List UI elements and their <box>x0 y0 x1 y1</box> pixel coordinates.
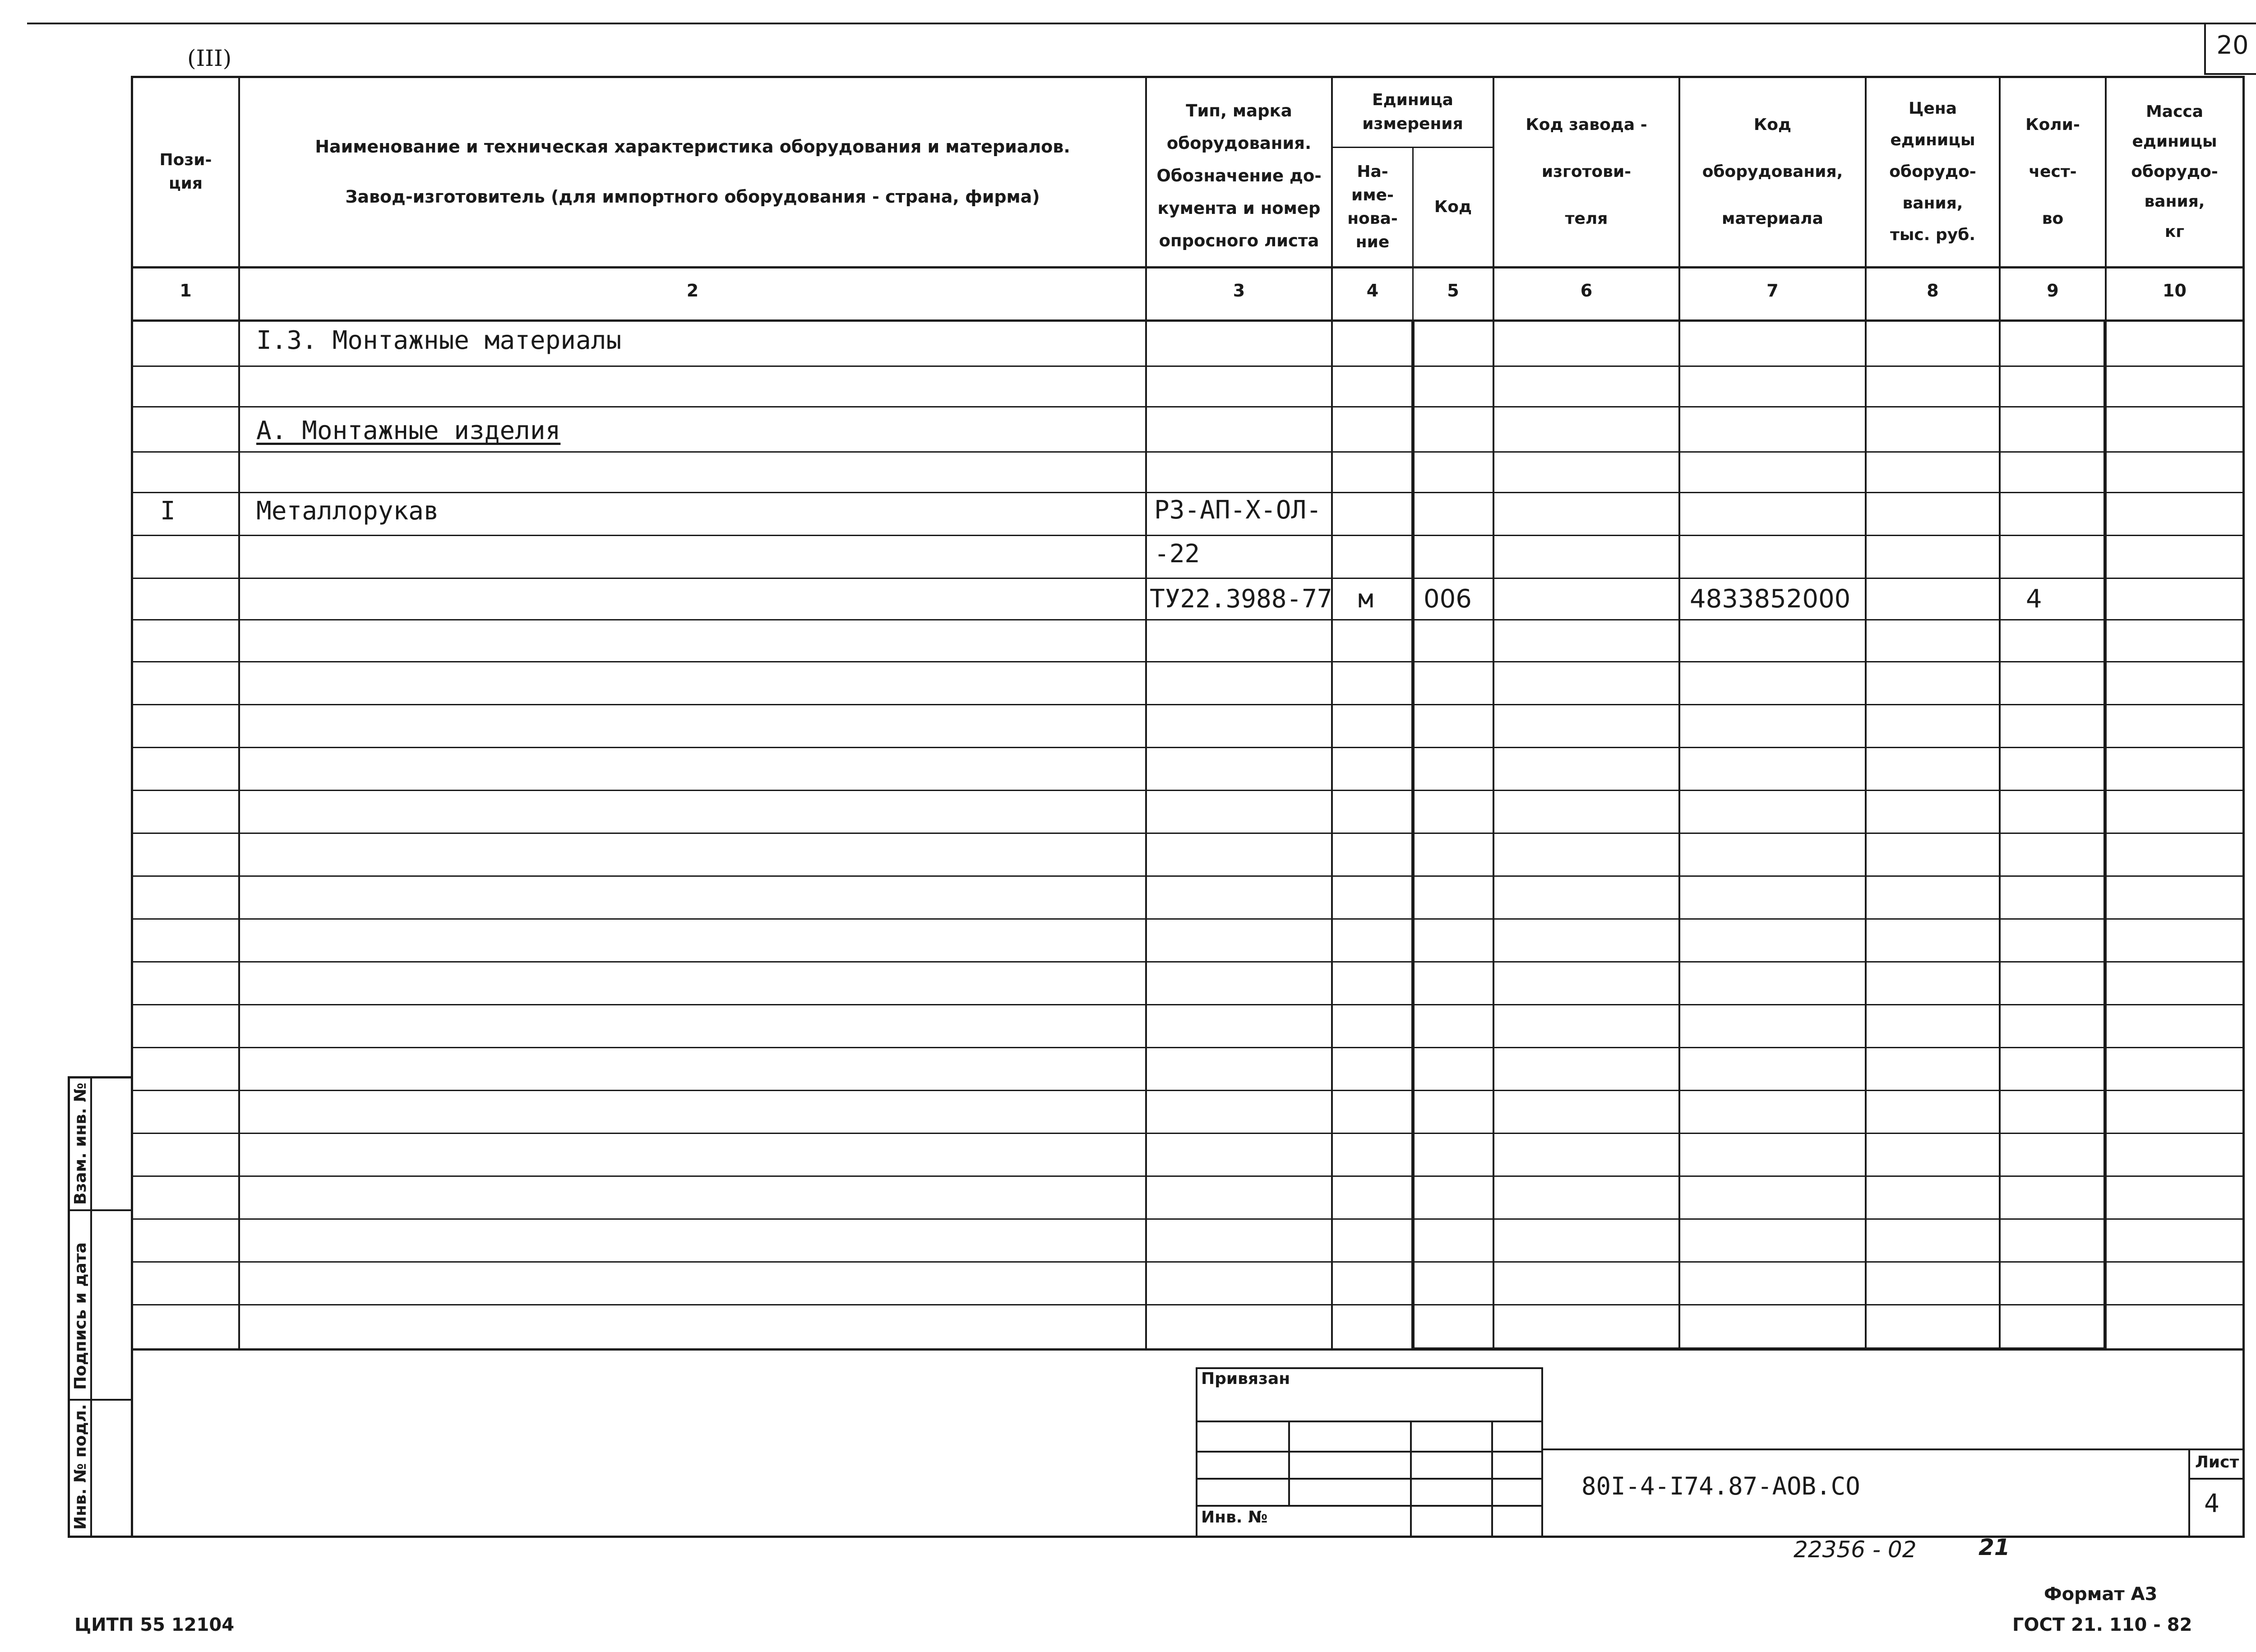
col-line-2 <box>1145 76 1147 1351</box>
stamp-list-value: 4 <box>2204 1489 2219 1518</box>
colnum-7: 7 <box>1766 281 1779 301</box>
body-row-line <box>131 451 2245 453</box>
handwritten-sheet: 21 <box>1979 1534 2010 1560</box>
body-row-line <box>131 619 2245 620</box>
stamp-doc-top <box>1543 1448 2245 1450</box>
colnum-5: 5 <box>1447 281 1459 301</box>
body-row-line <box>131 492 2245 493</box>
header-price: Цена единицы оборудо- вания, тыс. руб. <box>1889 99 1976 245</box>
body-row-line <box>131 1175 2245 1177</box>
body-row-line <box>131 790 2245 791</box>
stamp-inv-no-label: Инв. № <box>1201 1508 1268 1527</box>
footer-tsitp: ЦИТП 55 12104 <box>74 1615 235 1635</box>
side-strip-inner-line <box>90 1076 92 1538</box>
body-row-line <box>131 875 2245 877</box>
body-row-line <box>131 747 2245 748</box>
footer-format: Формат А3 <box>2044 1584 2158 1605</box>
body-row-line <box>131 366 2245 367</box>
col-line-1 <box>238 76 240 1351</box>
body-row-line <box>131 833 2245 834</box>
side-label-podpis: Подпись и дата <box>71 1242 90 1390</box>
body-row-line <box>131 1090 2245 1091</box>
body-row-line <box>131 1261 2245 1263</box>
bold-code-box <box>1411 319 2107 1351</box>
body-row-line <box>131 1047 2245 1048</box>
side-label-vzam: Взам. инв. № <box>71 1083 90 1205</box>
row-1-position: I <box>160 496 176 526</box>
colnum-3: 3 <box>1233 281 1245 301</box>
col-line-3 <box>1331 76 1333 1351</box>
colnum-8: 8 <box>1927 281 1939 301</box>
header-pos: Пози- ция <box>159 150 212 193</box>
row-3-type: ТУ22.3988-77 <box>1150 584 1332 614</box>
header-name: Наименование и техническая характеристика оборудования и материалов. Завод-изготовитель (для импортного оборудования - страна, фирма) <box>315 137 1070 207</box>
header-unit-code: Код <box>1434 197 1472 216</box>
colnum-6: 6 <box>1580 281 1593 301</box>
page-number: 20 <box>2216 31 2249 60</box>
colnum-2: 2 <box>686 281 699 301</box>
sheet-corner-label: (III) <box>187 45 232 71</box>
row-2-type: -22 <box>1154 539 1200 569</box>
body-row-line <box>131 1004 2245 1005</box>
colnum-1: 1 <box>180 281 192 301</box>
row-3-qty: 4 <box>2026 584 2042 614</box>
side-label-inv-podl: Инв. № подл. <box>71 1404 90 1530</box>
col-line-4-body <box>1411 319 1415 1351</box>
colnum-9: 9 <box>2047 281 2059 301</box>
body-row-line <box>131 1218 2245 1220</box>
row-1-name: Металлорукав <box>256 496 439 526</box>
body-row-line <box>131 535 2245 536</box>
row-3-unit-code: 006 <box>1424 584 1472 614</box>
handwritten-number: 22356 - 02 <box>1794 1536 1917 1563</box>
stamp-privyazan-label: Привязан <box>1201 1370 1290 1388</box>
header-factory-code: Код завода - изготови- теля <box>1526 115 1647 228</box>
row-subsection-title: А. Монтажные изделия <box>256 416 561 445</box>
colnum-4: 4 <box>1366 281 1379 301</box>
body-row-line <box>131 918 2245 920</box>
body-row-line <box>131 406 2245 407</box>
header-qty: Коли- чест- во <box>2025 115 2080 228</box>
body-row-line <box>131 578 2245 579</box>
stamp-vline-3 <box>1491 1421 1493 1538</box>
header-unit-group: Единица измерения <box>1362 91 1463 133</box>
row-3-unit: м <box>1358 584 1373 614</box>
body-row-line <box>131 1133 2245 1134</box>
top-border <box>27 23 2256 24</box>
body-row-line <box>131 704 2245 705</box>
row-3-material-code: 4833852000 <box>1690 584 1851 614</box>
stamp-list-divider <box>2188 1478 2245 1480</box>
side-divider-1 <box>68 1209 131 1211</box>
stamp-vline-1 <box>1288 1421 1290 1506</box>
stamp-vline-2 <box>1410 1421 1412 1538</box>
body-row-line <box>131 661 2245 662</box>
stamp-doc-code: 80I-4-I74.87-АОВ.СО <box>1581 1472 1860 1500</box>
body-bottom <box>131 1348 2245 1351</box>
header-unit-name: На- име- нова- ние <box>1347 162 1398 252</box>
side-divider-2 <box>68 1399 131 1401</box>
header-mass: Масса единицы оборудо- вания, кг <box>2131 102 2218 241</box>
colnum-10: 10 <box>2163 281 2187 301</box>
stamp-list-label: Лист <box>2195 1453 2239 1472</box>
footer-gost: ГОСТ 21. 110 - 82 <box>2012 1615 2192 1635</box>
body-row-line <box>131 961 2245 963</box>
header-bottom <box>131 266 2245 268</box>
row-1-type: РЗ-АП-Х-ОЛ- <box>1154 495 1322 525</box>
body-row-line <box>131 1304 2245 1305</box>
stamp-list-vline <box>2188 1448 2190 1538</box>
row-section-title: I.3. Монтажные материалы <box>256 326 622 355</box>
header-material-code: Код оборудования, материала <box>1702 115 1843 228</box>
header-type: Тип, марка оборудования. Обозначение до- кумента и номер опросного листа <box>1156 101 1322 251</box>
